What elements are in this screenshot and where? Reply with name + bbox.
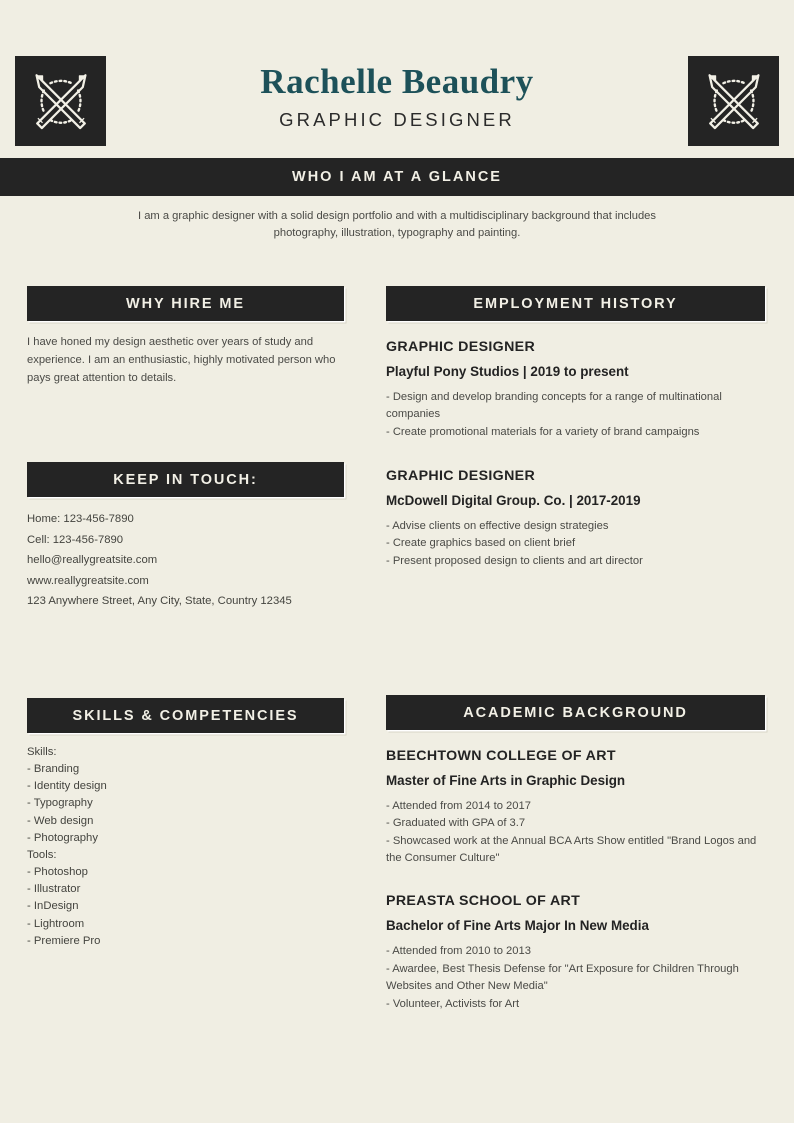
contact-address: 123 Anywhere Street, Any City, State, Country 12345 xyxy=(27,595,292,608)
list-item: - InDesign xyxy=(27,900,79,913)
job-role: GRAPHIC DESIGNER xyxy=(386,339,536,355)
keep-in-touch-section xyxy=(27,462,344,612)
employment-title: EMPLOYMENT HISTORY xyxy=(473,295,678,312)
crossed-pencils-logo-right xyxy=(688,56,779,146)
job-title: GRAPHIC DESIGNER xyxy=(279,109,515,131)
academic-entry xyxy=(386,748,765,867)
list-item: - Design and develop branding concepts for a range of multinational companies xyxy=(386,391,722,421)
academic-entry xyxy=(386,893,765,1012)
academic-title: ACADEMIC BACKGROUND xyxy=(463,704,688,721)
intro-paragraph: I am a graphic designer with a solid design portfolio and with a multidisciplinary background that includes photography, illustration, typography and painting. xyxy=(137,210,657,240)
why-hire-me-title: WHY HIRE ME xyxy=(126,295,245,312)
job-bullets xyxy=(386,389,765,441)
list-item: - Advise clients on effective design strategies xyxy=(386,520,609,533)
keep-in-touch-header xyxy=(27,462,344,497)
list-item: - Typography xyxy=(27,797,93,810)
job-company: Playful Pony Studios | 2019 to present xyxy=(386,364,629,379)
name-block xyxy=(120,62,674,131)
crossed-pencils-icon xyxy=(701,68,767,134)
employment-header xyxy=(386,286,765,321)
list-item: - Showcased work at the Annual BCA Arts Show entitled "Brand Logos and the Consumer Culture" xyxy=(386,834,757,865)
keep-in-touch-title: KEEP IN TOUCH: xyxy=(113,471,258,488)
employment-entry xyxy=(386,468,765,570)
why-hire-me-header xyxy=(27,286,344,321)
employment-section xyxy=(386,286,765,570)
crossed-pencils-logo-left xyxy=(15,56,106,146)
skills-list xyxy=(27,744,344,950)
list-item: - Create graphics based on client brief xyxy=(386,537,576,550)
list-item: - Branding xyxy=(27,763,80,776)
contact-email[interactable]: hello@reallygreatsite.com xyxy=(27,554,158,567)
list-item: - Attended from 2014 to 2017 xyxy=(386,800,531,812)
list-item: - Identity design xyxy=(27,780,107,793)
list-item: - Photography xyxy=(27,831,98,844)
academic-section xyxy=(386,695,765,1013)
list-item: - Volunteer, Activists for Art xyxy=(386,997,520,1010)
list-item: - Photoshop xyxy=(27,866,88,879)
skills-title: SKILLS & COMPETENCIES xyxy=(72,707,299,724)
skills-section xyxy=(27,698,344,950)
job-role: GRAPHIC DESIGNER xyxy=(386,468,536,485)
contact-home-phone: Home: 123-456-7890 xyxy=(27,513,134,525)
glance-banner xyxy=(0,158,794,196)
resume-header xyxy=(0,0,794,158)
page-title: Rachelle Beaudry xyxy=(260,62,534,101)
list-item: - Illustrator xyxy=(27,883,81,896)
list-item: - Lightroom xyxy=(27,917,85,930)
list-item: - Premiere Pro xyxy=(27,934,101,947)
academic-bullets xyxy=(386,943,765,1012)
why-hire-me-body: I have honed my design aesthetic over years of study and experience. I am an enthusiastic, highly motivated person who pays great attention to details. xyxy=(27,336,336,385)
list-item: - Awardee, Best Thesis Defense for "Art Exposure for Children Through Websites and Other New Media" xyxy=(386,962,739,993)
list-item: - Web design xyxy=(27,814,94,827)
skills-header xyxy=(27,698,344,733)
contact-cell-phone: Cell: 123-456-7890 xyxy=(27,533,124,546)
list-item: Tools: xyxy=(27,848,57,861)
list-item: - Create promotional materials for a variety of brand campaigns xyxy=(386,425,700,438)
list-item: Skills: xyxy=(27,746,57,758)
why-hire-me-section xyxy=(27,286,344,387)
school-name: BEECHTOWN COLLEGE OF ART xyxy=(386,748,616,764)
job-company: McDowell Digital Group. Co. | 2017-2019 xyxy=(386,493,641,509)
glance-banner-title: WHO I AM AT A GLANCE xyxy=(292,169,502,185)
degree-name: Bachelor of Fine Arts Major In New Media xyxy=(386,918,649,934)
contact-list xyxy=(27,509,344,612)
academic-bullets xyxy=(386,798,765,867)
academic-header xyxy=(386,695,765,730)
contact-website[interactable]: www.reallygreatsite.com xyxy=(27,574,149,587)
list-item: - Attended from 2010 to 2013 xyxy=(386,945,531,958)
employment-entry xyxy=(386,339,765,441)
school-name: PREASTA SCHOOL OF ART xyxy=(386,893,581,910)
crossed-pencils-icon xyxy=(28,68,94,134)
list-item: - Present proposed design to clients and art director xyxy=(386,554,643,567)
degree-name: Master of Fine Arts in Graphic Design xyxy=(386,773,626,788)
list-item: - Graduated with GPA of 3.7 xyxy=(386,817,526,830)
job-bullets xyxy=(386,518,765,570)
